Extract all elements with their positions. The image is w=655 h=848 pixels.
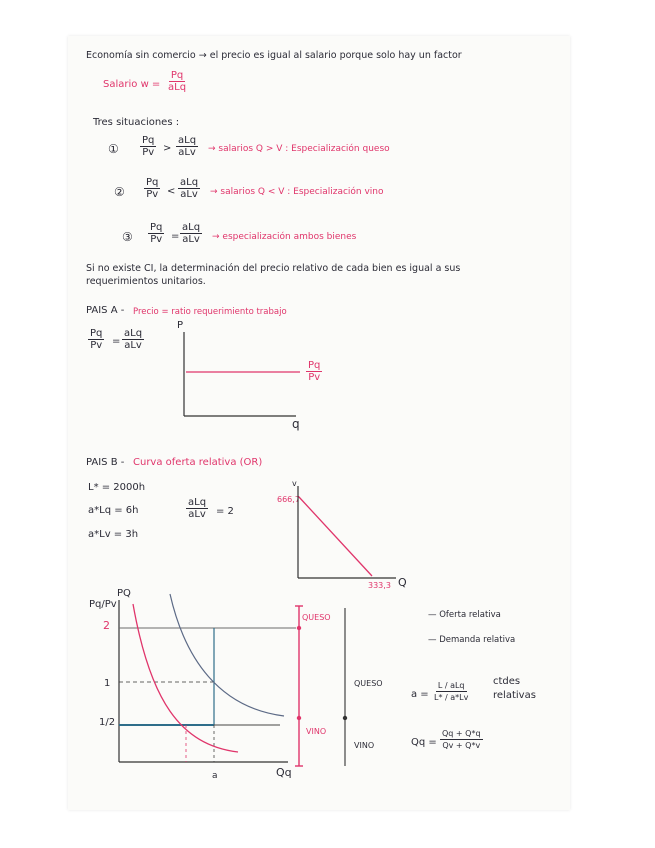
- pink-bar-dot-top: [297, 626, 301, 630]
- graph-a: [184, 332, 300, 416]
- graph-c-tick-1: 1: [104, 678, 111, 689]
- graph-b-y-tick: 666,7: [277, 495, 300, 504]
- pa-right-num: aLq: [124, 328, 143, 339]
- formula-q-lhs: Qq =: [411, 737, 437, 748]
- specialisation-bars: [295, 606, 347, 766]
- bar-queso-mid: QUESO: [354, 679, 383, 688]
- s3-left-num: Pq: [150, 222, 163, 233]
- black-bar-dot: [343, 716, 347, 720]
- a-lv: a*Lv = 3h: [88, 529, 139, 540]
- graph-c-tick-2: 2: [103, 619, 110, 632]
- graph-a-x-label: q: [292, 417, 300, 431]
- situation-1-number: ①: [108, 142, 119, 156]
- pa-left-den: Pv: [90, 340, 103, 351]
- demand-curve-blue: [170, 594, 284, 716]
- formula-q-num: Qq + Q*q: [442, 729, 481, 738]
- situation-3-op: =: [171, 231, 180, 242]
- s2-right-den: aLv: [180, 189, 198, 200]
- salario-den: aLq: [168, 82, 187, 93]
- s3-right-den: aLv: [182, 234, 200, 245]
- ga-label-num: Pq: [308, 360, 321, 371]
- relativas-label: relativas: [493, 690, 536, 701]
- graph-b-frontier-line: [299, 497, 372, 576]
- situation-2-op: <: [167, 186, 176, 197]
- l-star: L* = 2000h: [88, 482, 146, 493]
- pais-b-title: PAIS B -: [86, 457, 125, 468]
- s1-left-den: Pv: [142, 147, 155, 158]
- s2-right-num: aLq: [180, 177, 199, 188]
- formula-a-den: L* / a*Lv: [434, 693, 469, 702]
- s1-left-num: Pq: [142, 135, 155, 146]
- formula-q-den: Qv + Q*v: [442, 741, 481, 750]
- s2-left-den: Pv: [146, 189, 159, 200]
- legend-oferta: — Oferta relativa: [428, 610, 501, 620]
- formula-a-num: L / aLq: [437, 681, 465, 690]
- situation-2-result: → salarios Q < V : Especialización vino: [210, 187, 384, 197]
- graph-b-y-label: v: [292, 479, 297, 488]
- si-no-existe-line-2: requerimientos unitarios.: [86, 276, 206, 287]
- pais-a-title: PAIS A -: [86, 305, 125, 316]
- situation-1-op: >: [163, 143, 172, 154]
- bar-vino-mid: VINO: [306, 727, 327, 736]
- bar-vino-bot: VINO: [354, 741, 375, 750]
- graph-c-tick-half: 1/2: [99, 717, 116, 728]
- graph-b-x-tick: 333,3: [368, 581, 391, 590]
- pais-a-eq-sign: =: [112, 336, 121, 347]
- s3-left-den: Pv: [150, 234, 163, 245]
- a-lq: a*Lq = 6h: [88, 505, 139, 516]
- intro-line: Economía sin comercio → el precio es igual al salario porque solo hay un factor: [86, 50, 462, 61]
- ga-label-den: Pv: [308, 372, 321, 383]
- ratio-den: aLv: [188, 509, 206, 520]
- graph-a-y-label: P: [177, 320, 184, 331]
- situation-2-number: ②: [114, 185, 125, 199]
- s2-left-num: Pq: [146, 177, 159, 188]
- pais-b-subtitle: Curva oferta relativa (OR): [133, 457, 263, 468]
- ratio-num: aLq: [188, 497, 207, 508]
- ctdes-label: ctdes: [493, 676, 521, 687]
- pa-right-den: aLv: [124, 340, 142, 351]
- graph-b: [298, 486, 396, 578]
- formula-a-lhs: a =: [411, 689, 429, 700]
- si-no-existe-line-1: Si no existe CI, la determinación del precio relativo de cada bien es igual a sus: [86, 263, 461, 274]
- s1-right-den: aLv: [178, 147, 196, 158]
- demand-curve-pink: [133, 604, 238, 752]
- s1-right-num: aLq: [178, 135, 197, 146]
- legend-demanda: — Demanda relativa: [428, 635, 516, 645]
- salario-num: Pq: [170, 70, 184, 81]
- graph-c-y-label: Pq/Pv: [89, 599, 117, 610]
- graph-c-x-tick: a: [212, 771, 218, 781]
- graph-c-x-label: Qq: [276, 766, 292, 779]
- ratio-value: = 2: [216, 506, 234, 517]
- bar-queso-top: QUESO: [302, 613, 331, 622]
- pa-left-num: Pq: [90, 328, 103, 339]
- graph-b-x-label: Q: [398, 576, 407, 589]
- pais-a-subtitle: Precio = ratio requerimiento trabajo: [133, 307, 287, 317]
- graph-c: [119, 594, 296, 762]
- situation-1-result: → salarios Q > V : Especialización queso: [208, 144, 390, 154]
- s3-right-num: aLq: [182, 222, 201, 233]
- situation-3-result: → especialización ambos bienes: [212, 232, 357, 242]
- salario-label: Salario w =: [103, 79, 161, 90]
- graph-c-y-label-2: PQ: [117, 588, 131, 599]
- situation-3-number: ③: [122, 230, 133, 244]
- pink-bar-dot-bottom: [297, 716, 301, 720]
- tres-situaciones: Tres situaciones :: [93, 117, 180, 128]
